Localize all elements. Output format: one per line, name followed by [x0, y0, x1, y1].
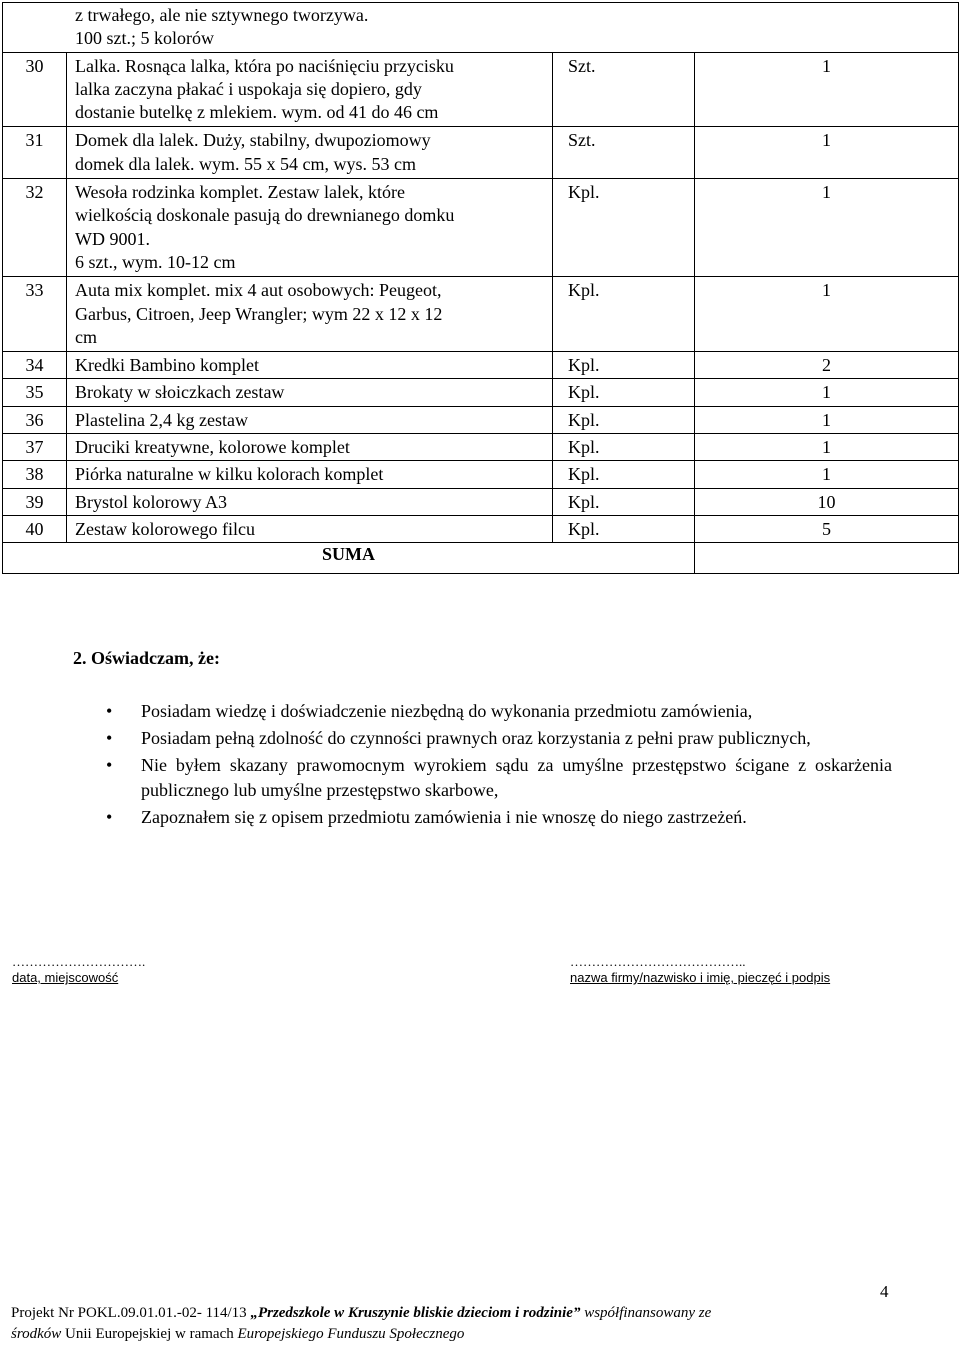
row-number: 39	[3, 488, 67, 515]
table-row-continuation	[3, 3, 959, 53]
row-number: 34	[3, 352, 67, 379]
table-row	[3, 379, 959, 406]
declaration-text: Zapoznałem się z opisem przedmiotu zamówienia i nie wnoszę do niego zastrzeżeń.	[141, 807, 747, 827]
signature-dotted-line: …………………………………..	[570, 954, 746, 969]
row-number: 37	[3, 434, 67, 461]
declaration-text: Nie byłem skazany prawomocnym wyrokiem sądu za umyślne przestępstwo ścigane z oskarżenia publicznego lub umyślne przestępstwo skarbowe,	[141, 755, 892, 800]
date-place-dotted-line: ………………………….	[12, 954, 146, 969]
description-line: 6 szt., wym. 10-12 cm	[75, 251, 236, 272]
page-footer	[11, 1303, 951, 1345]
row-number: 35	[3, 379, 67, 406]
description-line: Garbus, Citroen, Jeep Wrangler; wym 22 x 12 x 12	[75, 303, 443, 324]
row-number: 38	[3, 461, 67, 488]
row-number: 31	[3, 127, 67, 179]
row-quantity: 1	[695, 379, 959, 406]
row-unit: Kpl.	[553, 461, 695, 488]
table-row	[3, 434, 959, 461]
description-line: lalka zaczyna płakać i uspokaja się dopiero, gdy	[75, 78, 422, 99]
date-place-label: data, miejscowość	[12, 970, 119, 985]
signature-label: nazwa firmy/nazwisko i imię, pieczęć i podpis	[570, 970, 831, 985]
row-description	[67, 488, 553, 515]
description-line: Piórka naturalne w kilku kolorach komplet	[75, 464, 384, 485]
row-quantity: 1	[695, 461, 959, 488]
eu-funds-mid: Unii Europejskiej w ramach	[65, 1326, 234, 1342]
row-number: 36	[3, 406, 67, 433]
description-line: dostanie butelkę z mlekiem. wym. od 41 do 46 cm	[75, 102, 439, 123]
description-line: domek dla lalek. wym. 55 x 54 cm, wys. 53 cm	[75, 153, 416, 174]
description-line: Brystol kolorowy A3	[75, 491, 228, 512]
row-description	[67, 515, 553, 542]
bullet-icon: •	[106, 728, 113, 748]
row-number: 33	[3, 277, 67, 352]
row-description	[67, 461, 553, 488]
declaration-item	[106, 753, 892, 803]
declaration-item	[106, 726, 892, 751]
description-line: Zestaw kolorowego filcu	[75, 518, 255, 539]
row-description	[67, 379, 553, 406]
row-quantity: 1	[695, 434, 959, 461]
row-number: 32	[3, 179, 67, 277]
declaration-heading: 2. Oświadczam, że:	[73, 648, 220, 668]
row-description	[67, 406, 553, 433]
footer-line-2	[11, 1324, 951, 1345]
description-line: Brokaty w słoiczkach zestaw	[75, 382, 285, 403]
row-number: 30	[3, 52, 67, 127]
description-line: Druciki kreatywne, kolorowe komplet	[75, 437, 350, 458]
row-description	[67, 52, 553, 127]
row-quantity: 5	[695, 515, 959, 542]
table-row	[3, 179, 959, 277]
row-description	[67, 352, 553, 379]
table-row	[3, 52, 959, 127]
row-unit: Kpl.	[553, 179, 695, 277]
continuation-line: z trwałego, ale nie sztywnego tworzywa.	[75, 5, 369, 25]
description-line: WD 9001.	[75, 228, 150, 249]
row-quantity: 1	[695, 179, 959, 277]
row-unit: Kpl.	[553, 379, 695, 406]
continuation-line: 100 szt.; 5 kolorów	[75, 28, 214, 49]
declaration-item	[106, 699, 892, 724]
table-row	[3, 488, 959, 515]
declaration-list	[106, 699, 892, 832]
sum-label: SUMA	[3, 543, 695, 574]
table-row	[3, 352, 959, 379]
description-line: Kredki Bambino komplet	[75, 355, 259, 376]
row-unit: Kpl.	[553, 277, 695, 352]
footer-line-1	[11, 1303, 951, 1324]
page-number: 4	[880, 1282, 889, 1301]
description-line: Wesoła rodzinka komplet. Zestaw lalek, które	[75, 182, 405, 203]
project-number: Projekt Nr POKL.09.01.01.-02- 114/13	[11, 1305, 247, 1321]
project-title: „Przedszkole w Kruszynie bliskie dzieciom i rodzinie”	[250, 1305, 581, 1321]
declaration-item	[106, 805, 892, 830]
row-description	[67, 434, 553, 461]
row-unit: Kpl.	[553, 352, 695, 379]
row-description	[67, 277, 553, 352]
bullet-icon: •	[106, 701, 113, 721]
description-line: Auta mix komplet. mix 4 aut osobowych: Peugeot,	[75, 280, 442, 301]
bullet-icon: •	[106, 755, 113, 775]
bullet-icon: •	[106, 807, 113, 827]
row-unit: Kpl.	[553, 488, 695, 515]
row-unit: Kpl.	[553, 434, 695, 461]
row-unit: Szt.	[553, 52, 695, 127]
table-row-sum	[3, 543, 959, 574]
cofinanced-text: współfinansowany ze	[584, 1305, 712, 1321]
description-line: Domek dla lalek. Duży, stabilny, dwupoziomowy	[75, 130, 431, 151]
row-quantity: 2	[695, 352, 959, 379]
eu-funds-post: Europejskiego Funduszu Społecznego	[237, 1326, 465, 1342]
declaration-text: Posiadam wiedzę i doświadczenie niezbędną do wykonania przedmiotu zamówienia,	[141, 701, 753, 721]
table-row	[3, 127, 959, 179]
row-description	[67, 179, 553, 277]
table-row	[3, 406, 959, 433]
row-description	[67, 127, 553, 179]
table-row	[3, 277, 959, 352]
row-quantity: 1	[695, 406, 959, 433]
row-unit: Kpl.	[553, 515, 695, 542]
description-line: wielkością doskonale pasują do drewnianego domku	[75, 205, 455, 226]
description-line: Plastelina 2,4 kg zestaw	[75, 409, 248, 430]
row-quantity: 1	[695, 277, 959, 352]
row-unit: Kpl.	[553, 406, 695, 433]
declaration-text: Posiadam pełną zdolność do czynności prawnych oraz korzystania z pełni praw publicznych,	[141, 728, 811, 748]
row-number: 40	[3, 515, 67, 542]
row-unit: Szt.	[553, 127, 695, 179]
eu-funds-pre: środków	[11, 1326, 62, 1342]
description-line: Lalka. Rosnąca lalka, która po naciśnięciu przycisku	[75, 55, 454, 76]
table-row	[3, 515, 959, 542]
items-table-body	[3, 3, 959, 574]
items-table	[2, 2, 959, 574]
table-row	[3, 461, 959, 488]
row-quantity: 1	[695, 52, 959, 127]
row-quantity: 1	[695, 127, 959, 179]
description-line: cm	[75, 326, 97, 347]
row-quantity: 10	[695, 488, 959, 515]
sum-value	[695, 543, 959, 574]
